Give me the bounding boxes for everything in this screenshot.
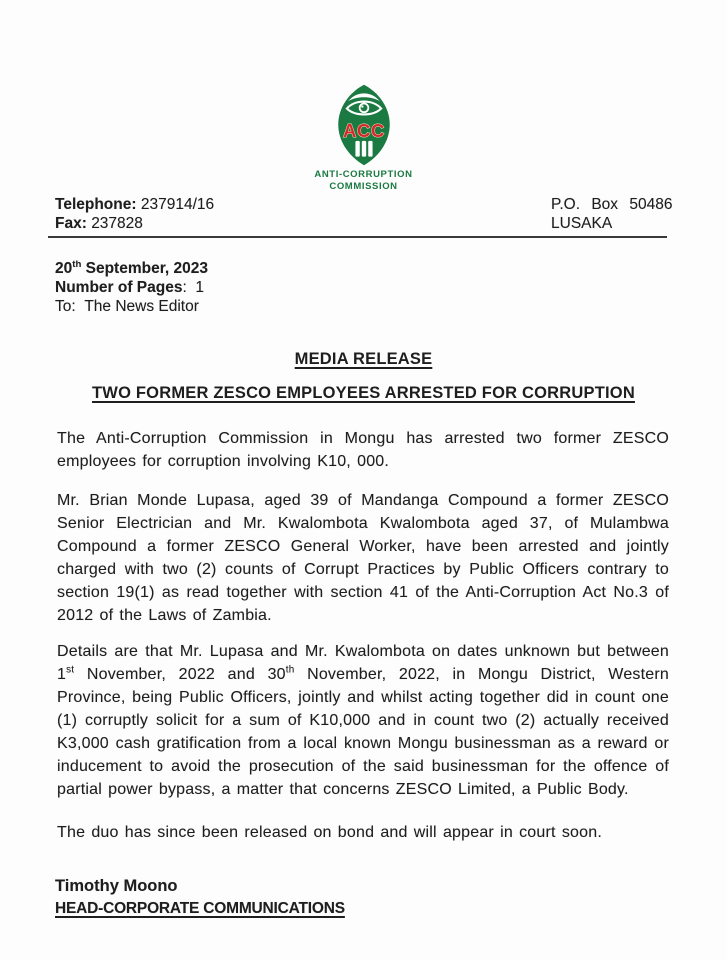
logo-acronym: ACC: [342, 119, 385, 141]
pages-line: [55, 278, 727, 297]
paragraph-3-sup1: st: [66, 664, 75, 676]
recipient-line: [55, 297, 727, 316]
release-type-text: MEDIA RELEASE: [294, 350, 433, 368]
paragraph-3-seg3: November, 2022, in Mongu District, Western Province, being Public Officers, jointly and whilst acting together did in count one (1) corruptly solicit for a sum of K10,000 and in count two (2) actually received K3,000 cash gratification from a local known Mongu businessman as a reward or inducement to avoid the prosecution of the said businessman for the offence of partial power bypass, a matter that concerns ZESCO Limited, a Public Body.: [57, 666, 669, 798]
paragraph-3-sup2: th: [285, 664, 295, 676]
org-name: [274, 169, 454, 193]
city: LUSAKA: [551, 215, 613, 232]
logo-bar: [361, 141, 365, 157]
date-line: [55, 259, 727, 278]
headline-title: [0, 384, 727, 403]
paragraph-3-seg1: Details are that Mr. Lupasa and Mr. Kwalombota on dates unknown but between 1: [57, 643, 669, 683]
letterhead-right: [551, 195, 709, 233]
letterhead-left: [55, 195, 214, 233]
signatory-name: Timothy Moono: [55, 877, 178, 895]
logo-eye-iris: [360, 104, 367, 111]
paragraph-2: Mr. Brian Monde Lupasa, aged 39 of Mandanga Compound a former ZESCO Senior Electrician and Mr. Kwalombota Kwalombota aged 37, of Mulambwa Compound a former ZESCO General Worker, have been arrested and jointly charged with two (2) counts of Corrupt Practices by Public Officers contrary to section 19(1) as read together with section 41 of the Anti-Corruption Act No.3 of 2012 of the Laws of Zambia.: [57, 492, 669, 624]
paragraph-4: The duo has since been released on bond and will appear in court soon.: [57, 824, 602, 841]
pages-value: 1: [195, 279, 205, 296]
header-divider: [48, 236, 667, 238]
release-type-title: [0, 350, 727, 369]
letterhead-contacts: [0, 193, 727, 233]
paragraph-3: [57, 640, 669, 801]
telephone-label: Telephone:: [55, 196, 137, 213]
logo-bar: [368, 141, 372, 157]
pages-separator: :: [182, 279, 187, 296]
signatory-title-text: HEAD-CORPORATE COMMUNICATIONS: [55, 900, 345, 917]
acc-logo-icon: [331, 84, 397, 166]
signatory-title: [55, 898, 727, 920]
date-ordinal: th: [72, 258, 82, 270]
fax-value: 237828: [91, 215, 143, 232]
acc-logo: [274, 84, 454, 193]
fax-line: [55, 214, 214, 233]
date-rest: September, 2023: [81, 260, 208, 277]
fax-label: Fax:: [55, 215, 87, 232]
meta-block: [55, 259, 727, 316]
telephone-value: 237914/16: [140, 196, 215, 213]
org-name-line1: ANTI-CORRUPTION: [314, 169, 413, 180]
logo-bar: [355, 141, 359, 157]
paragraph-1: The Anti-Corruption Commission in Mongu has arrested two former ZESCO employees for corruption involving K10, 000.: [57, 430, 669, 470]
headline-text: TWO FORMER ZESCO EMPLOYEES ARRESTED FOR CORRUPTION: [92, 384, 635, 402]
to-value: The News Editor: [84, 298, 199, 315]
pages-label: Number of Pages: [55, 279, 183, 296]
telephone-line: [55, 195, 214, 214]
paragraph-3-seg2: November, 2022 and 30: [74, 666, 286, 683]
logo-eye-highlight: [361, 105, 363, 107]
org-name-line2: COMMISSION: [329, 181, 398, 192]
po-box: P.O. Box 50486: [551, 196, 673, 213]
to-label: To:: [55, 298, 76, 315]
date-day: 20: [55, 260, 73, 277]
